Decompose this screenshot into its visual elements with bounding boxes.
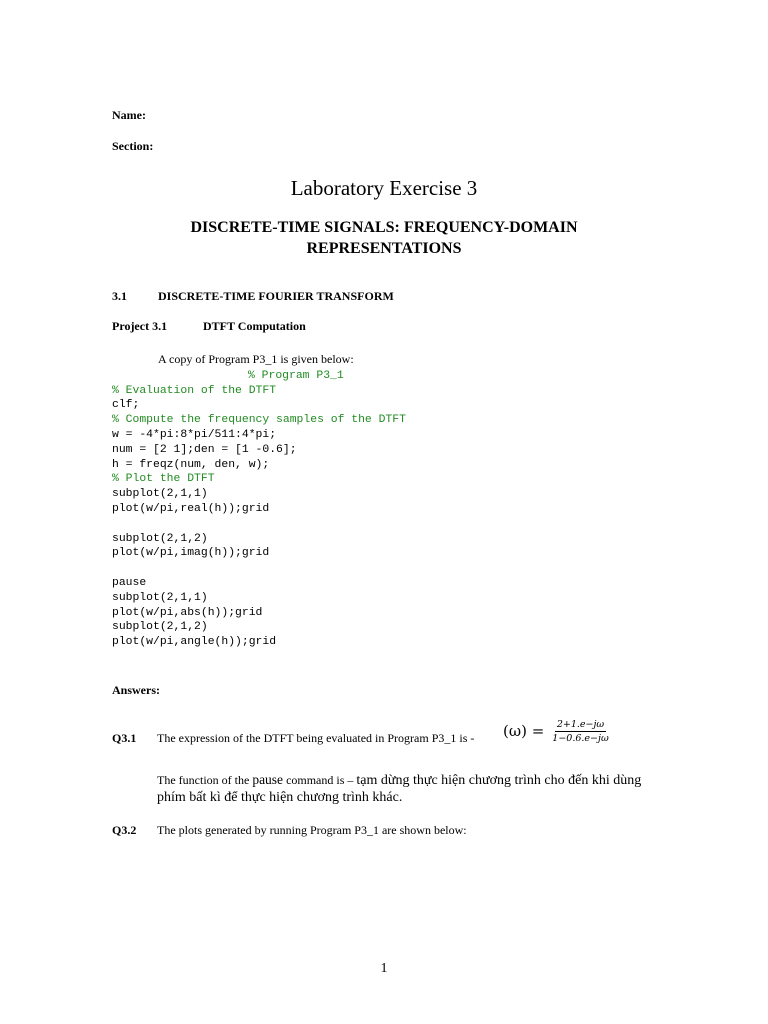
code-line: subplot(2,1,1) (112, 488, 208, 501)
code-line: h = freqz(num, den, w); (112, 458, 270, 471)
pause-answer-prefix: The function of the (157, 773, 253, 787)
project-label: Project 3.1 (112, 319, 168, 333)
section-title: DISCRETE-TIME FOURIER TRANSFORM (158, 289, 394, 303)
subtitle-line-2: REPRESENTATIONS (306, 240, 462, 257)
pause-command: pause (252, 772, 284, 787)
code-line: plot(w/pi,angle(h));grid (112, 636, 277, 649)
code-line: plot(w/pi,real(h));grid (112, 502, 270, 515)
intro-text: A copy of Program P3_1 is given below: (158, 352, 354, 366)
q3-2-text: The plots generated by running Program P3_1 are shown below: (157, 823, 467, 837)
code-line: pause (112, 576, 147, 589)
pause-answer-viet-2: phím bất kì để thực hiện chương trình khác. (157, 790, 403, 805)
pause-answer-viet-1: tạm dừng thực hiện chương trình cho đến khi dùng (356, 773, 642, 788)
code-line: % Plot the DTFT (112, 473, 215, 486)
q3-2-label: Q3.2 (112, 823, 137, 837)
project-title: DTFT Computation (203, 319, 306, 333)
name-label: Name: (112, 108, 146, 122)
dtft-fraction (550, 719, 610, 744)
q3-1-text: The expression of the DTFT being evaluated in Program P3_1 is - (157, 731, 475, 745)
code-line: num = [2 1];den = [1 -0.6]; (112, 443, 297, 456)
answers-label: Answers: (112, 683, 160, 697)
dtft-expression (503, 714, 611, 748)
code-line: % Evaluation of the DTFT (112, 384, 277, 397)
code-line: % Program P3_1 (248, 369, 344, 382)
dtft-lhs: (ω) = (503, 722, 545, 740)
code-line: subplot(2,1,1) (112, 591, 208, 604)
code-line: plot(w/pi,imag(h));grid (112, 547, 270, 560)
dtft-denominator: 1−0.6.e−jω (552, 732, 609, 744)
section-label: Section: (112, 139, 154, 153)
document-title: Laboratory Exercise 3 (290, 176, 478, 200)
code-line: subplot(2,1,2) (112, 621, 208, 634)
program-code (112, 352, 406, 650)
section-number: 3.1 (112, 289, 127, 303)
pause-answer-mid: command is – (283, 773, 357, 787)
code-line: clf; (112, 399, 140, 412)
subtitle-line-1: DISCRETE-TIME SIGNALS: FREQUENCY-DOMAIN (190, 219, 578, 236)
page-number: 1 (380, 961, 388, 976)
q3-1-label: Q3.1 (112, 731, 137, 745)
pause-answer-line-1 (157, 771, 641, 789)
code-line: plot(w/pi,abs(h));grid (112, 606, 263, 619)
code-line: subplot(2,1,2) (112, 532, 208, 545)
code-line: % Compute the frequency samples of the DTFT (112, 414, 406, 427)
code-line: w = -4*pi:8*pi/511:4*pi; (112, 428, 277, 441)
dtft-numerator: 2+1.e−jω (556, 718, 605, 730)
